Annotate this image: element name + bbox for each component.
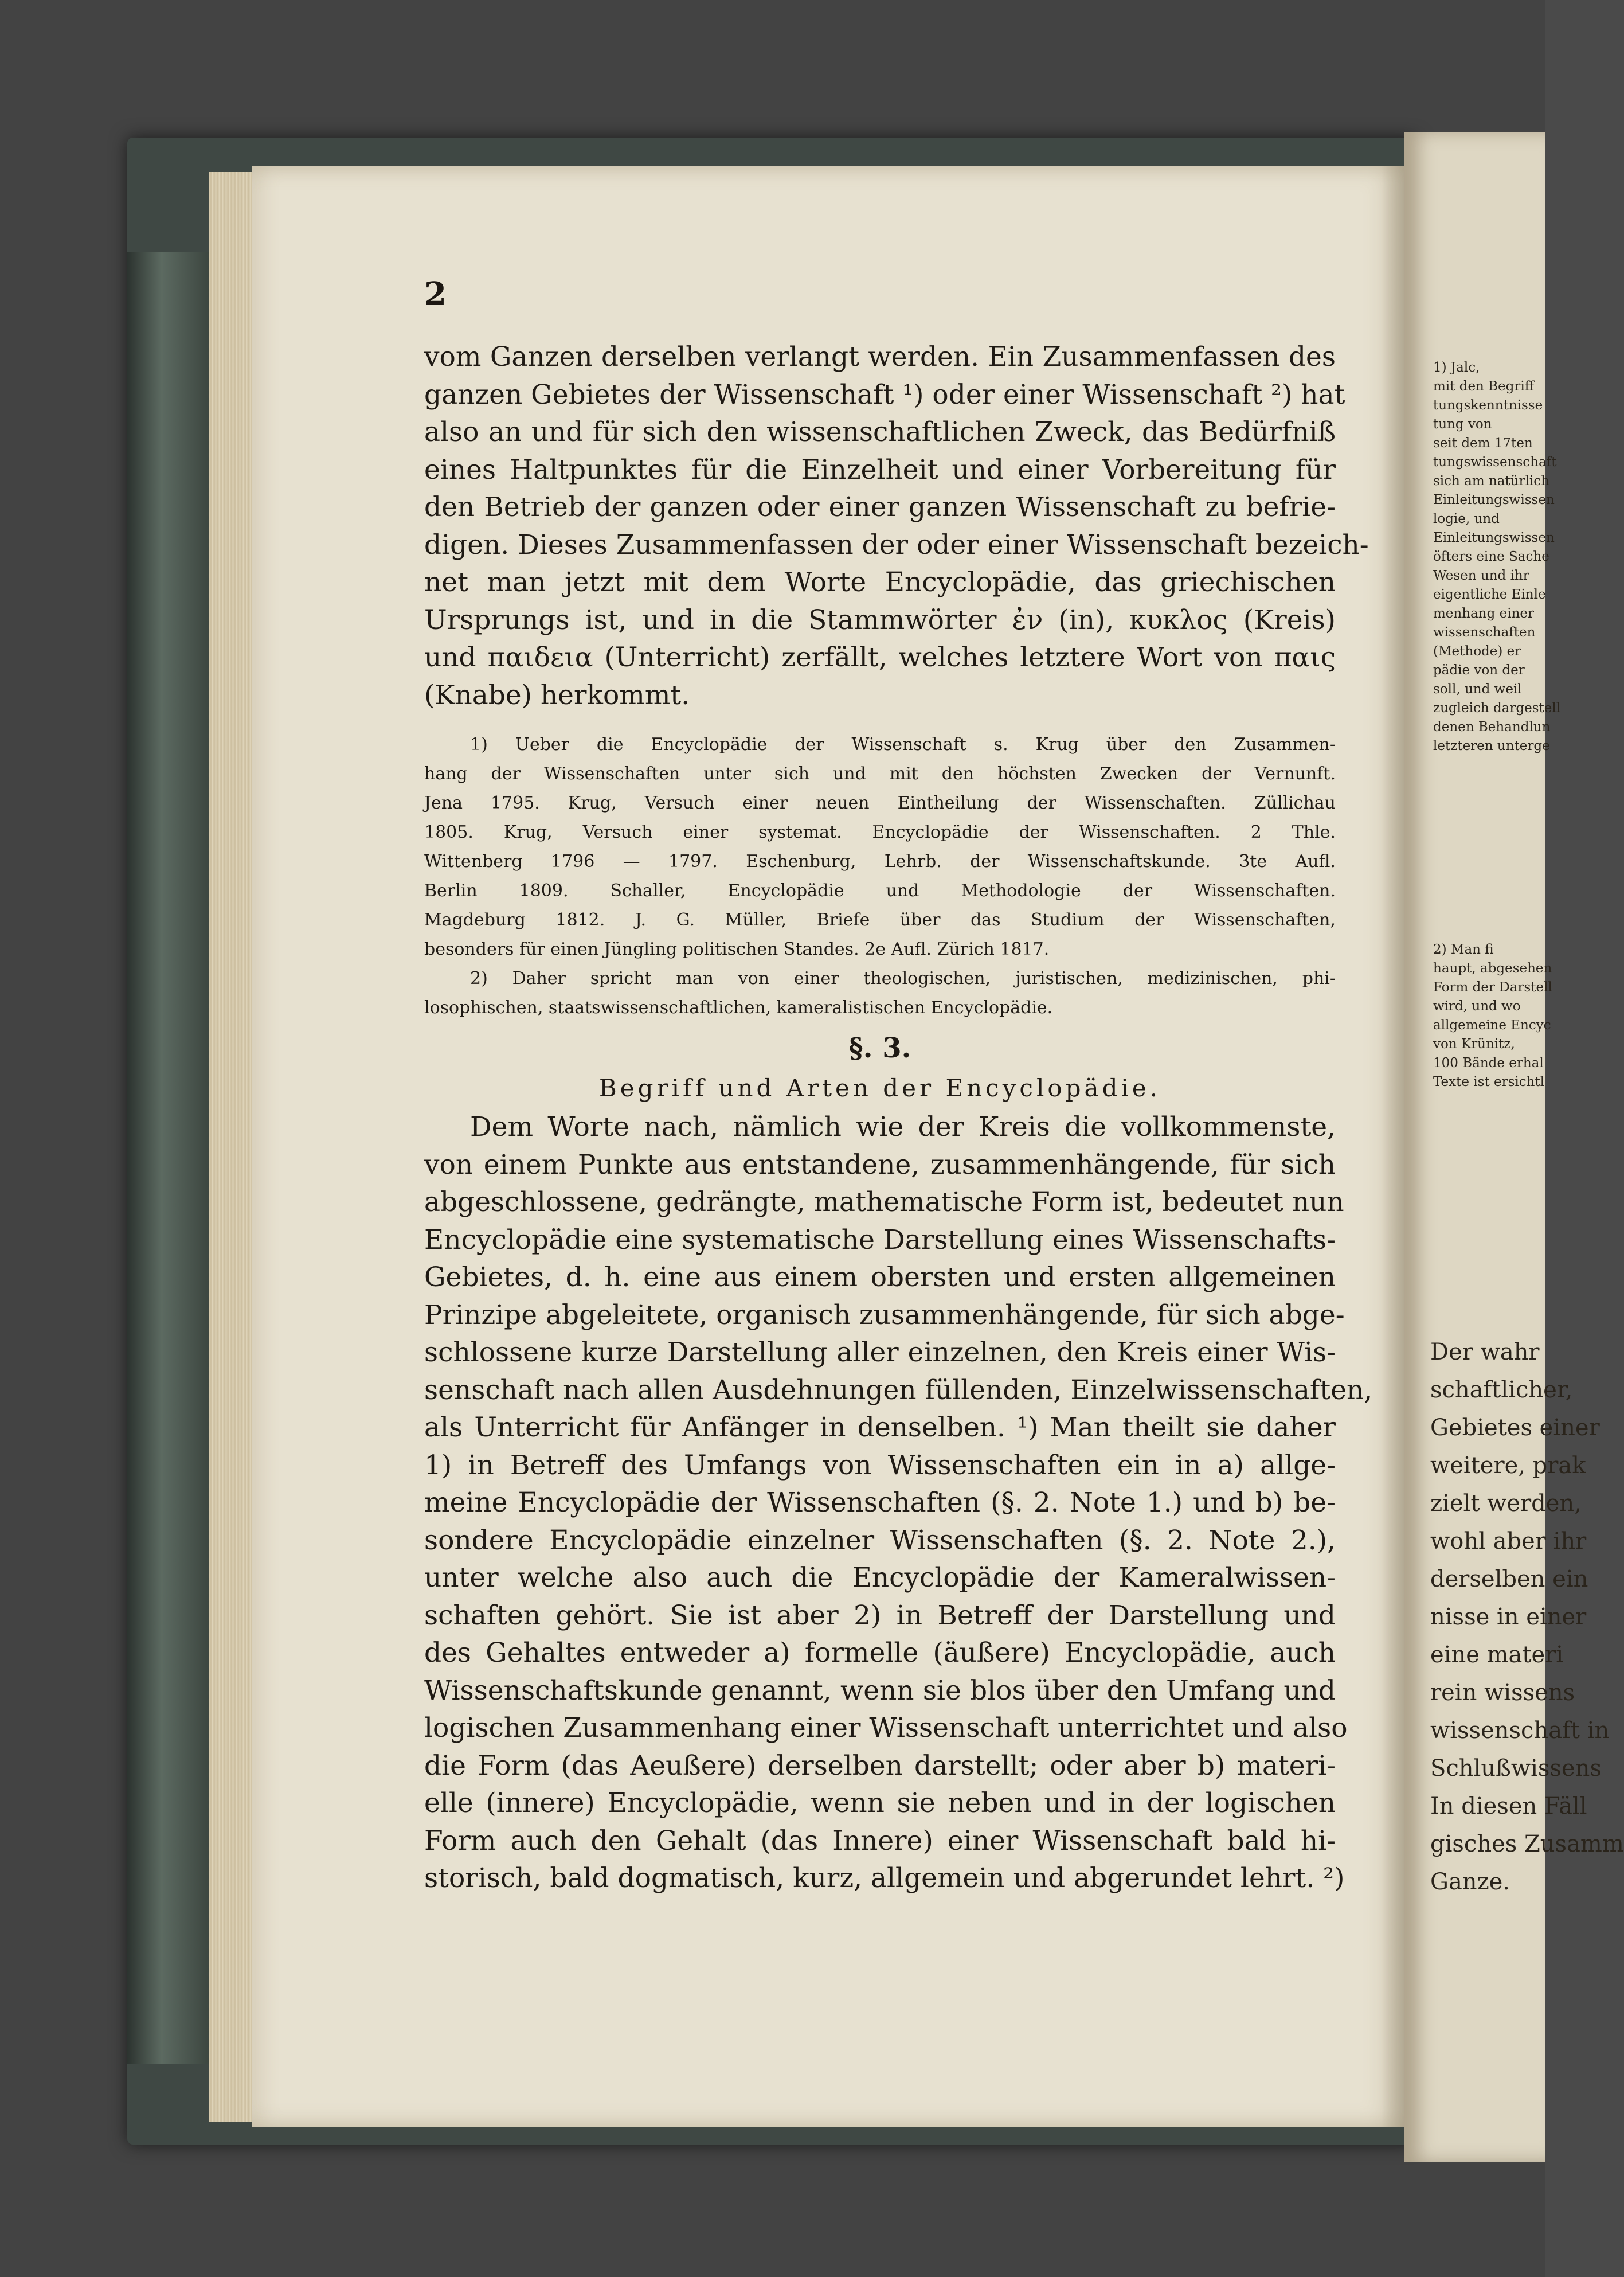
right-line: Schlußwissens <box>1430 1755 1602 1782</box>
text-line: des Gehaltes entweder a) formelle (äußere) Encyclopädie, auch <box>424 1637 1336 1669</box>
right-line: allgemeine Encyc <box>1433 1018 1551 1033</box>
text-line: 1) in Betreff des Umfangs von Wissenschaften ein in a) allge- <box>424 1449 1336 1481</box>
right-line: derselben ein <box>1430 1566 1588 1592</box>
text-line: net man jetzt mit dem Worte Encyclopädie, das griechischen <box>424 567 1336 598</box>
right-line: tungskenntnisse <box>1433 398 1543 413</box>
right-line: wohl aber ihr <box>1430 1528 1587 1555</box>
text-line: senschaft nach allen Ausdehnungen füllenden, Einzelwissenschaften, <box>424 1374 1373 1406</box>
text-line: Gebietes, d. h. eine aus einem obersten und ersten allgemeinen <box>424 1261 1336 1293</box>
right-line: nisse in einer <box>1430 1604 1587 1630</box>
right-line: zielt werden, <box>1430 1490 1582 1517</box>
right-line: Gebietes einer <box>1430 1415 1600 1441</box>
footnote-line: Magdeburg 1812. J. G. Müller, Briefe über das Studium der Wissenschaften, <box>424 910 1336 930</box>
text-line: Dem Worte nach, nämlich wie der Kreis die vollkommenste, <box>470 1111 1336 1143</box>
footnote-1 <box>424 730 1336 964</box>
text-line: logischen Zusammenhang einer Wissenschaft unterrichtet und also <box>424 1712 1348 1744</box>
text-line: schaften gehört. Sie ist aber 2) in Betreff der Darstellung und <box>424 1599 1336 1631</box>
right-line: haupt, abgesehen <box>1433 961 1552 976</box>
text-line: von einem Punkte aus entstandene, zusammenhängende, für sich <box>424 1149 1336 1181</box>
footnote-2 <box>424 964 1336 1022</box>
right-line: Texte ist ersichtl <box>1433 1075 1545 1089</box>
footnote-line: 1805. Krug, Versuch einer systemat. Encyclopädie der Wissenschaften. 2 Thle. <box>424 822 1336 842</box>
footnote-line: 1) Ueber die Encyclopädie der Wissenschaft s. Krug über den Zusammen- <box>470 735 1336 755</box>
section-title: Begriff und Arten der Encyclopädie. <box>598 1074 1161 1102</box>
text-line: Form auch den Gehalt (das Innere) einer Wissenschaft bald hi- <box>424 1825 1336 1857</box>
right-line: Der wahr <box>1430 1339 1540 1365</box>
section-heading: §. 3. <box>848 1032 911 1064</box>
right-line: weitere, prak <box>1430 1452 1586 1479</box>
right-line: 1) Jalc, <box>1433 360 1480 375</box>
footnote-line: Jena 1795. Krug, Versuch einer neuen Eintheilung der Wissenschaften. Züllichau <box>424 793 1336 813</box>
book-spine <box>127 252 213 2064</box>
text-line: digen. Dieses Zusammenfassen der oder einer Wissenschaft bezeich- <box>424 529 1369 561</box>
text-line: Prinzipe abgeleitete, organisch zusammenhängende, für sich abge- <box>424 1299 1345 1331</box>
text-line: elle (innere) Encyclopädie, wenn sie neben und in der logischen <box>424 1787 1336 1819</box>
page-number: 2 <box>424 275 447 313</box>
right-line: soll, und weil <box>1433 682 1522 697</box>
paragraph-section <box>424 1108 1373 1897</box>
right-line: schaftlicher, <box>1430 1377 1573 1403</box>
text-line: unter welche also auch die Encyclopädie der Kameralwissen- <box>424 1562 1336 1593</box>
right-line: sich am natürlich <box>1433 474 1549 489</box>
right-page <box>1404 132 1624 2162</box>
right-line: rein wissens <box>1430 1680 1575 1706</box>
right-line: wissenschaft in <box>1430 1717 1610 1744</box>
right-line: letzteren unterge <box>1433 739 1550 753</box>
text-line: sondere Encyclopädie einzelner Wissenschaften (§. 2. Note 2.), <box>424 1524 1336 1556</box>
right-line: öfters eine Sache <box>1433 549 1549 564</box>
right-line: zugleich dargestell <box>1433 701 1561 716</box>
footnote-line: Berlin 1809. Schaller, Encyclopädie und Methodologie der Wissenschaften. <box>424 881 1336 901</box>
text-line: (Knabe) herkommt. <box>424 679 690 711</box>
right-line: wird, und wo <box>1433 999 1521 1014</box>
right-line: 2) Man fi <box>1433 942 1494 957</box>
right-line: von Krünitz, <box>1433 1037 1515 1052</box>
right-line: 100 Bände erhal <box>1433 1056 1544 1071</box>
right-line: In diesen Fäll <box>1430 1793 1587 1819</box>
text-line: und παιδεια (Unterricht) zerfällt, welches letztere Wort von παις <box>424 642 1336 673</box>
text-line: abgeschlossene, gedrängte, mathematische Form ist, bedeutet nun <box>424 1186 1344 1218</box>
right-line: mit den Begriff <box>1433 379 1535 394</box>
right-line: wissenschaften <box>1433 625 1536 640</box>
text-line: Wissenschaftskunde genannt, wenn sie blos über den Umfang und <box>424 1674 1336 1706</box>
text-line: die Form (das Aeußere) derselben darstellt; oder aber b) materi- <box>424 1749 1336 1782</box>
right-line: menhang einer <box>1433 606 1534 621</box>
footnote-line: Wittenberg 1796 — 1797. Eschenburg, Lehrb. der Wissenschaftskunde. 3te Aufl. <box>424 852 1336 872</box>
right-line: tung von <box>1433 417 1492 432</box>
text-line: meine Encyclopädie der Wissenschaften (§. 2. Note 1.) und b) be- <box>424 1487 1336 1518</box>
right-line: eine materi <box>1430 1642 1564 1668</box>
right-line: pädie von der <box>1433 663 1525 678</box>
text-line: storisch, bald dogmatisch, kurz, allgemein und abgerundet lehrt. ²) <box>424 1862 1345 1894</box>
right-line: gisches Zusamm <box>1430 1831 1624 1857</box>
text-line: vom Ganzen derselben verlangt werden. Ein Zusammenfassen des <box>424 341 1336 373</box>
right-line: Wesen und ihr <box>1433 568 1529 583</box>
footnote-line: besonders für einen Jüngling politischen Standes. 2e Aufl. Zürich 1817. <box>424 939 1050 959</box>
text-line: als Unterricht für Anfänger in denselben. ¹) Man theilt sie daher <box>424 1412 1336 1443</box>
right-line: denen Behandlun <box>1433 720 1551 735</box>
right-line: Einleitungswissen <box>1433 493 1555 507</box>
text-line: den Betrieb der ganzen oder einer ganzen Wissenschaft zu befrie- <box>424 491 1336 523</box>
footnote-line: losophischen, staatswissenschaftlichen, kameralistischen Encyclopädie. <box>424 998 1053 1018</box>
right-line: Ganze. <box>1430 1869 1510 1895</box>
right-line: logie, und <box>1433 511 1500 526</box>
right-line: eigentliche Einle <box>1433 587 1546 602</box>
text-line: Encyclopädie eine systematische Darstellung eines Wissenschafts- <box>424 1224 1336 1256</box>
text-line: schlossene kurze Darstellung aller einzelnen, den Kreis einer Wis- <box>424 1337 1336 1368</box>
text-line: Ursprungs ist, und in die Stammwörter ἐν (in), κυκλος (Kreis) <box>424 604 1336 636</box>
right-line: (Methode) er <box>1433 644 1521 659</box>
main-text <box>424 338 1373 1897</box>
footnote-line: 2) Daher spricht man von einer theologischen, juristischen, medizinischen, phi- <box>470 968 1336 989</box>
text-line: ganzen Gebietes der Wissenschaft ¹) oder einer Wissenschaft ²) hat <box>424 378 1345 411</box>
right-line: seit dem 17ten <box>1433 436 1533 451</box>
footnote-line: hang der Wissenschaften unter sich und mit den höchsten Zwecken der Vernunft. <box>424 764 1336 784</box>
right-line: Form der Darstell <box>1433 980 1552 995</box>
right-line: Einleitungswissen <box>1433 530 1555 545</box>
text-line: eines Haltpunktes für die Einzelheit und einer Vorbereitung für <box>424 454 1336 486</box>
paragraph-intro <box>424 338 1369 714</box>
text-line: also an und für sich den wissenschaftlichen Zweck, das Bedürfniß <box>424 416 1336 448</box>
right-line: tungswissenschaft <box>1433 455 1557 470</box>
